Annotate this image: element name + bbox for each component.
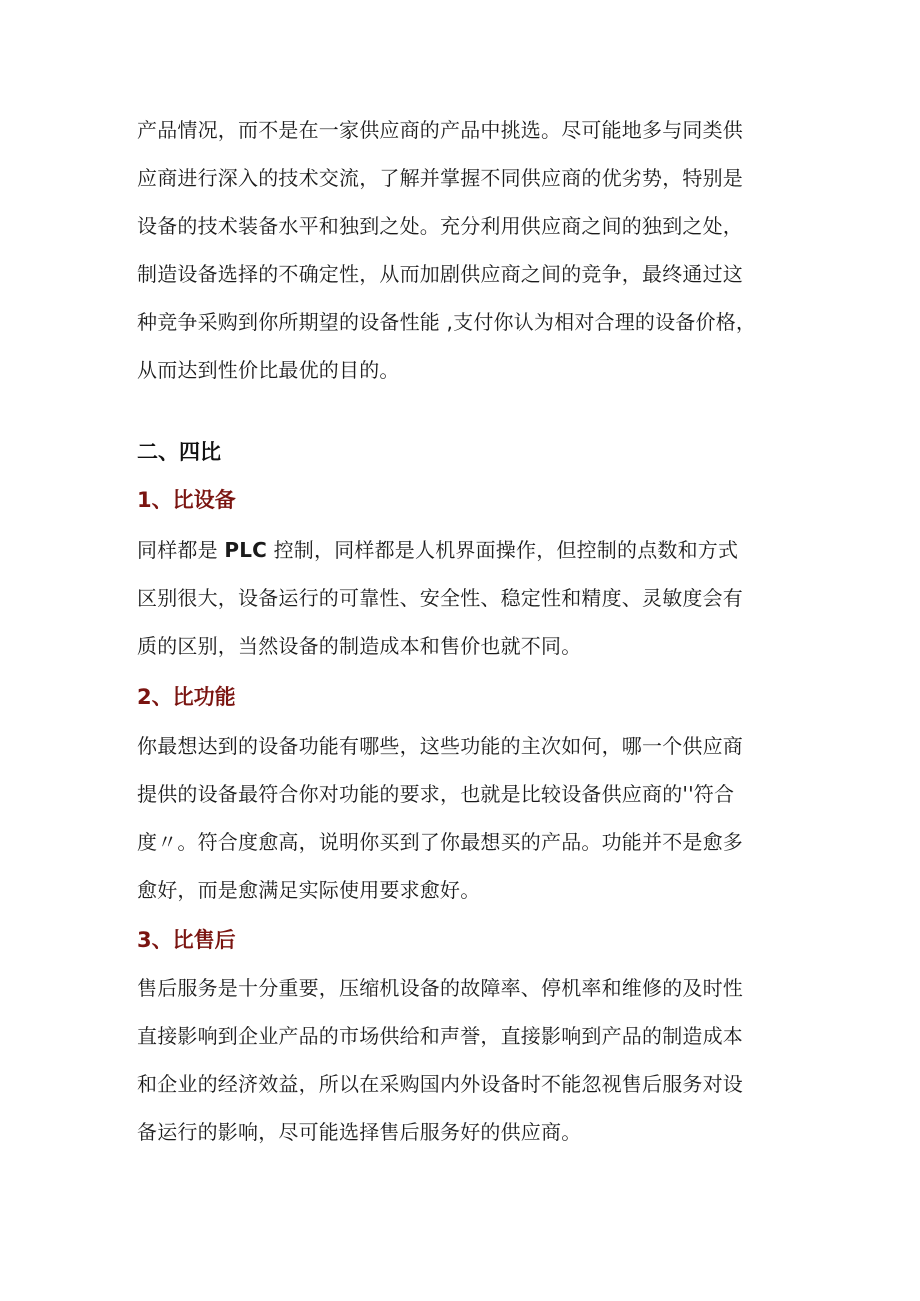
paragraph-line: 应商进行深入的技术交流，了解并掌握不同供应商的优劣势，特别是 bbox=[137, 166, 743, 190]
paragraph-line: 质的区别，当然设备的制造成本和售价也就不同。 bbox=[137, 634, 582, 658]
paragraph-line: 区别很大，设备运行的可靠性、安全性、稳定性和精度、灵敏度会有 bbox=[137, 586, 743, 610]
paragraph-line: 你最想达到的设备功能有哪些，这些功能的主次如何，哪一个供应商 bbox=[137, 734, 743, 758]
subheading-1: 1、比设备 bbox=[137, 488, 236, 512]
item-3-paragraph bbox=[137, 964, 797, 1156]
paragraph-line: 种竞争采购到你所期望的设备性能 ,支付你认为相对合理的设备价格， bbox=[137, 310, 757, 334]
paragraph-line: 设备的技术装备水平和独到之处。充分利用供应商之间的独到之处， bbox=[137, 214, 743, 238]
paragraph-line: 从而达到性价比最优的目的。 bbox=[137, 358, 400, 382]
text-run: 同样都是 bbox=[137, 538, 225, 562]
subheading-2: 2、比功能 bbox=[137, 685, 236, 709]
paragraph-line: 售后服务是十分重要，压缩机设备的故障率、停机率和维修的及时性 bbox=[137, 976, 743, 1000]
paragraph-line: 愈好，而是愈满足实际使用要求愈好。 bbox=[137, 878, 481, 902]
section-heading: 二、四比 bbox=[137, 440, 221, 464]
paragraph-line: 制造设备选择的不确定性，从而加剧供应商之间的竞争，最终通过这 bbox=[137, 262, 743, 286]
plc-term: PLC bbox=[224, 538, 268, 562]
paragraph-line: 和企业的经济效益，所以在采购国内外设备时不能忽视售后服务对设 bbox=[137, 1072, 743, 1096]
item-2-paragraph bbox=[137, 722, 797, 914]
paragraph-line: 度〃。符合度愈高，说明你买到了你最想买的产品。功能并不是愈多 bbox=[137, 830, 743, 854]
intro-paragraph bbox=[137, 106, 797, 394]
paragraph-line: 提供的设备最符合你对功能的要求，也就是比较设备供应商的''符合 bbox=[137, 782, 735, 806]
paragraph-line: 产品情况，而不是在一家供应商的产品中挑选。尽可能地多与同类供 bbox=[137, 118, 743, 142]
text-run: 控制，同样都是人机界面操作，但控制的点数和方式 bbox=[267, 538, 739, 562]
paragraph-line: 直接影响到企业产品的市场供给和声誉，直接影响到产品的制造成本 bbox=[137, 1024, 743, 1048]
paragraph-line: 备运行的影响，尽可能选择售后服务好的供应商。 bbox=[137, 1120, 582, 1144]
paragraph-line bbox=[137, 526, 797, 574]
subheading-3: 3、比售后 bbox=[137, 928, 236, 952]
item-1-paragraph bbox=[137, 526, 797, 670]
